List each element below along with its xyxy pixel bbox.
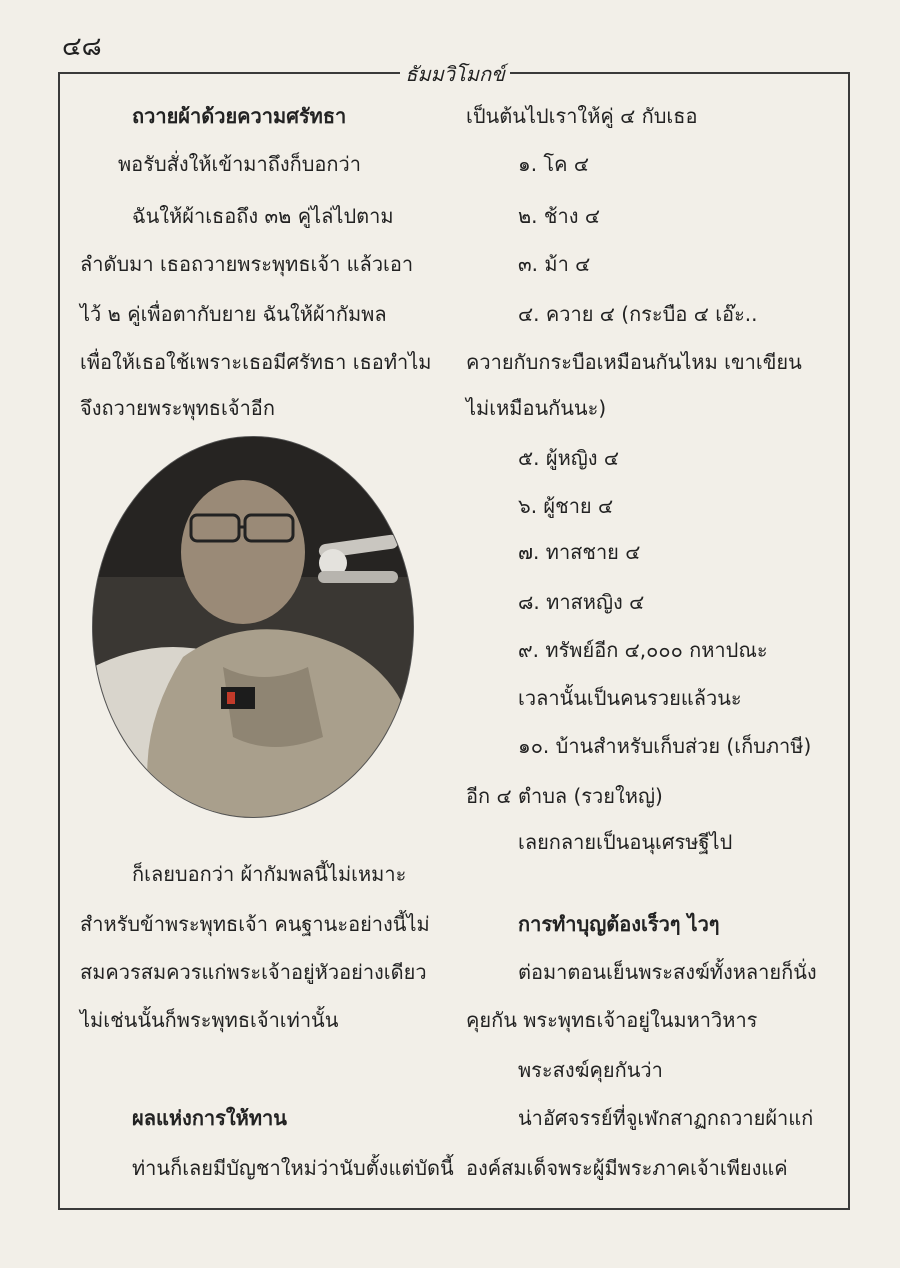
body-line: ลำดับมา เธอถวายพระพุทธเจ้า แล้วเอา — [80, 252, 414, 276]
body-line: พอรับสั่งให้เข้ามาถึงก็บอกว่า — [118, 152, 361, 176]
body-line: ไม่เหมือนกันนะ) — [466, 396, 607, 420]
body-line: อีก ๔ ตำบล (รวยใหญ่) — [466, 784, 663, 808]
list-item: ๘. ทาสหญิง ๔ — [518, 590, 645, 614]
list-item: ๒. ช้าง ๔ — [518, 204, 600, 228]
list-item: ๓. ม้า ๔ — [518, 252, 591, 276]
list-item: ๕. ผู้หญิง ๔ — [518, 446, 620, 470]
body-line: เพื่อให้เธอใช้เพราะเธอมีศรัทธา เธอทำไม — [80, 350, 432, 374]
body-line: คุยกัน พระพุทธเจ้าอยู่ในมหาวิหาร — [466, 1008, 758, 1032]
section-heading-offering: ถวายผ้าด้วยความศรัทธา — [132, 104, 347, 128]
section-heading-quick-merit: การทำบุญต้องเร็วๆ ไวๆ — [518, 912, 720, 936]
body-line: พระสงฆ์คุยกันว่า — [518, 1058, 663, 1082]
page-number: ๔๘ — [62, 32, 102, 62]
monk-portrait-photo — [92, 436, 414, 818]
list-item: ๑๐. บ้านสำหรับเก็บส่วย (เก็บภาษี) — [518, 734, 812, 758]
body-line: สำหรับข้าพระพุทธเจ้า คนฐานะอย่างนี้ไม่ — [80, 912, 430, 936]
section-heading-merit: ผลแห่งการให้ทาน — [132, 1106, 287, 1130]
running-header: ธัมมวิโมกข์ — [400, 58, 510, 90]
body-line: สมควรสมควรแก่พระเจ้าอยู่หัวอย่างเดียว — [80, 960, 427, 984]
body-line: จึงถวายพระพุทธเจ้าอีก — [80, 396, 275, 420]
body-line: น่าอัศจรรย์ที่จูเฬกสาฏกถวายผ้าแก่ — [518, 1106, 814, 1130]
body-line: ก็เลยบอกว่า ผ้ากัมพลนี้ไม่เหมาะ — [132, 862, 407, 886]
body-line: ควายกับกระบือเหมือนกันไหม เขาเขียน — [466, 350, 802, 374]
body-line: ท่านก็เลยมีบัญชาใหม่ว่านับตั้งแต่บัดนี้ — [132, 1156, 454, 1180]
list-item: ๔. ควาย ๔ (กระบือ ๔ เอ๊ะ.. — [518, 302, 758, 326]
list-item: ๑. โค ๔ — [518, 152, 590, 176]
list-item: ๗. ทาสชาย ๔ — [518, 540, 641, 564]
body-line: เวลานั้นเป็นคนรวยแล้วนะ — [518, 686, 742, 710]
body-line: ไว้ ๒ คู่เพื่อตากับยาย ฉันให้ผ้ากัมพล — [80, 302, 387, 326]
body-line: ไม่เช่นนั้นก็พระพุทธเจ้าเท่านั้น — [80, 1008, 339, 1032]
list-item: ๖. ผู้ชาย ๔ — [518, 494, 614, 518]
body-line: ฉันให้ผ้าเธอถึง ๓๒ คู่ไล่ไปตาม — [132, 204, 394, 228]
body-line: เป็นต้นไปเราให้คู่ ๔ กับเธอ — [466, 104, 698, 128]
list-item: ๙. ทรัพย์อีก ๔,๐๐๐ กหาปณะ — [518, 638, 768, 662]
monk-portrait-illustration — [93, 437, 413, 817]
body-line: ต่อมาตอนเย็นพระสงฆ์ทั้งหลายก็นั่ง — [518, 960, 817, 984]
body-line: เลยกลายเป็นอนุเศรษฐีไป — [518, 830, 733, 854]
body-line: องค์สมเด็จพระผู้มีพระภาคเจ้าเพียงแค่ — [466, 1156, 788, 1180]
